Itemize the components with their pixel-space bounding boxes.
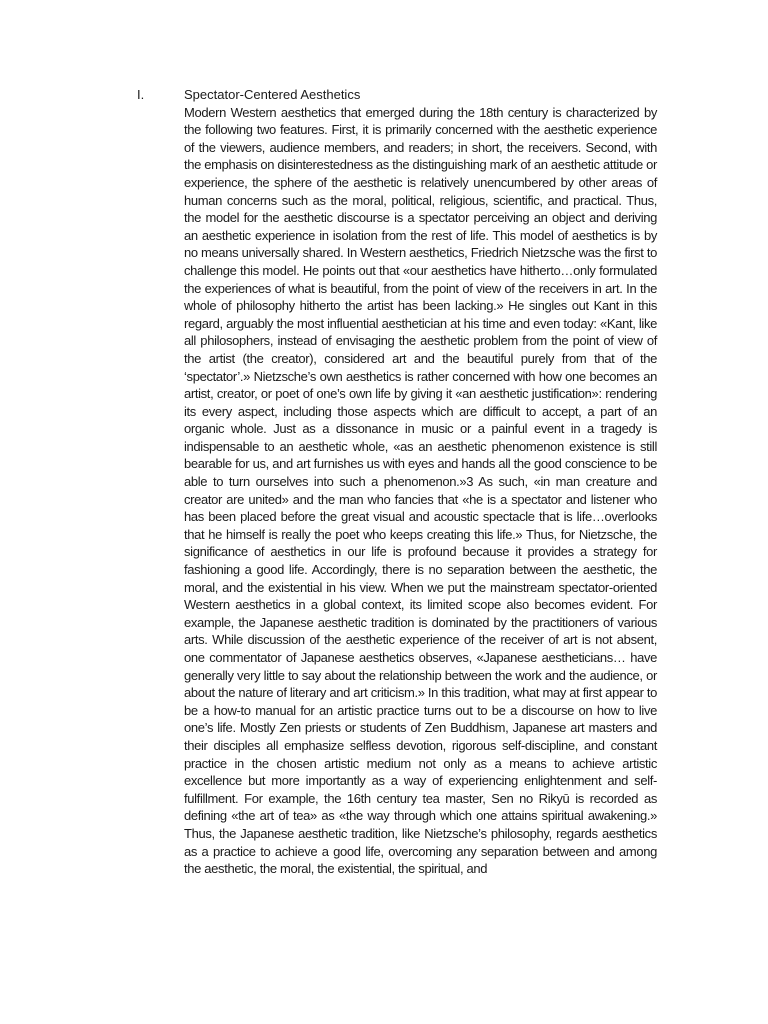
section-title: Spectator-Centered Aesthetics: [184, 87, 361, 102]
body-paragraph: Modern Western aesthetics that emerged during the 18th century is characterized by the following two features. First, it is primarily concerned with the aesthetic experience of the viewers, audience members, and readers; in short, the receivers. Second, with the emphasis on disinterestedness as the distinguishing mark of an aesthetic attitude or experience, the sphere of the aesthetic is relatively unencumbered by other areas of human concerns such as the moral, political, religious, scientific, and practical. Thus, the model for the aesthetic discourse is a spectator perceiving an object and deriving an aesthetic experience in isolation from the rest of life. This model of aesthetics is by no means universally shared. In Western aesthetics, Friedrich Nietzsche was the first to challenge this model. He points out that «our aesthetics have hitherto…only formulated the experiences of what is beautiful, from the point of view of the receivers in art. In the whole of philosophy hitherto the artist has been lacking.» He singles out Kant in this regard, arguably the most influential aesthetician at his time and even today: «Kant, like all philosophers, instead of envisaging the aesthetic problem from the point of view of the artist (the creator), considered art and the beautiful purely from that of the ‘spectator’.» Nietzsche’s own aesthetics is rather concerned with how one becomes an artist, creator, or poet of one’s own life by giving it «an aesthetic justification»: rendering its every aspect, including those aspects which are difficult to accept, a part of an organic whole. Just as a dissonance in music or a painful event in a tragedy is indispensable to an aesthetic whole, «as an aesthetic phenomenon existence is still bearable for us, and art furnishes us with eyes and hands all the good conscience to be able to turn ourselves into such a phenomenon.»3 As such, «in man creature and creator are united» and the man who fancies that «he is a spectator and listener who has been placed before the great visual and acoustic spectacle that is life…overlooks that he himself is really the poet who keeps creating this life.» Thus, for Nietzsche, the significance of aesthetics in our life is profound because it provides a strategy for fashioning a good life. Accordingly, there is no separation between the aesthetic, the moral, and the existential in his view. When we put the mainstream spectator-oriented Western aesthetics in a global context, its limited scope also becomes evident. For example, the Japanese aesthetic tradition is dominated by the practitioners of various arts. While discussion of the aesthetic experience of the receiver of art is not absent, one commentator of Japanese aesthetics observes, «Japanese aestheticians… have generally very little to say about the relationship between the work and the audience, or about the nature of literary and art criticism.» In this tradition, what may at first appear to be a how-to manual for an artistic practice turns out to be a discourse on how to live one’s life. Mostly Zen priests or students of Zen Buddhism, Japanese art masters and their disciples all emphasize selfless devotion, rigorous self-discipline, and constant practice in the chosen artistic medium not only as a means to achieve artistic excellence but more importantly as a way of experiencing enlightenment and self-fulfillment. For example, the 16th century tea master, Sen no Rikyū is recorded as defining «the art of tea» as «the way through which one attains spiritual awakening.» Thus, the Japanese aesthetic tradition, like Nietzsche’s philosophy, regards aesthetics as a practice to achieve a good life, overcoming any separation between and among the aesthetic, the moral, the existential, the spiritual, and: [184, 104, 657, 877]
section-number: I.: [137, 87, 145, 102]
